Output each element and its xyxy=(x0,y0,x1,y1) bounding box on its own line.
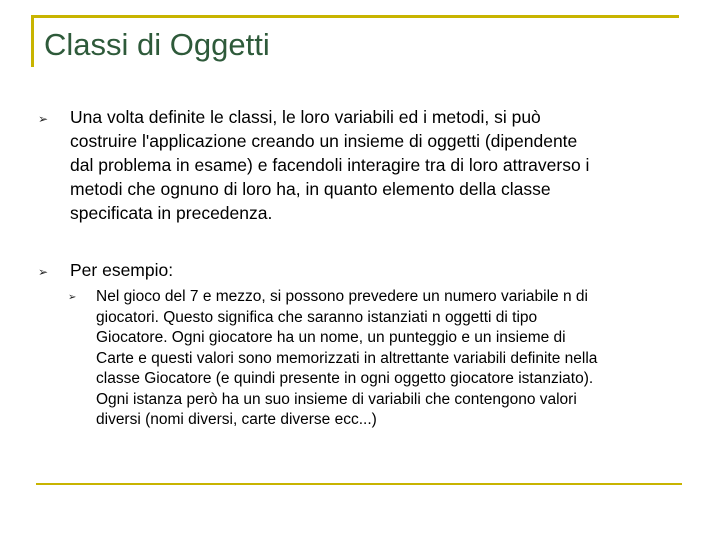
bullet-paragraph-1 xyxy=(70,105,670,225)
bottom-rule xyxy=(36,483,682,485)
slide-title: Classi di Oggetti xyxy=(44,27,270,62)
bullet-1-line: Una volta definite le classi, le loro variabili ed i metodi, si può xyxy=(70,107,541,127)
bullet-arrow-icon: ➢ xyxy=(38,265,49,279)
sub-bullet-line: Ogni istanza però ha un suo insieme di variabili che contengono valori xyxy=(96,390,577,408)
title-border-left xyxy=(31,15,34,67)
sub-bullet-line: Nel gioco del 7 e mezzo, si possono prevedere un numero variabile n di xyxy=(96,288,588,305)
bullet-1-line: metodi che ognuno di loro ha, in quanto elemento della classe xyxy=(70,179,551,199)
sub-bullet-paragraph xyxy=(96,287,686,431)
bullet-1-line: specificata in precedenza. xyxy=(70,203,273,223)
sub-bullet-line: diversi (nomi diversi, carte diverse ecc...) xyxy=(96,411,377,428)
sub-bullet-line: giocatori. Questo significa che saranno istanziati n oggetti di tipo xyxy=(96,308,538,326)
sub-bullet-line: classe Giocatore (e quindi presente in ogni oggetto giocatore istanziato). xyxy=(96,370,594,387)
bullet-1-line: dal problema in esame) e facendoli interagire tra di loro attraverso i xyxy=(70,155,590,175)
sub-bullet-line: Carte e questi valori sono memorizzati in altrettante variabili definite nella xyxy=(96,349,598,367)
bullet-arrow-icon: ➢ xyxy=(38,112,49,126)
sub-bullet-line: Giocatore. Ogni giocatore ha un nome, un punteggio e un insieme di xyxy=(96,329,566,346)
bullet-1-line: costruire l'applicazione creando un insieme di oggetti (dipendente xyxy=(70,131,578,151)
bullet-2-line: Per esempio: xyxy=(70,260,174,280)
sub-bullet-arrow-icon: ➢ xyxy=(68,292,77,303)
bullet-paragraph-2 xyxy=(70,258,670,282)
title-border-top xyxy=(31,15,679,18)
